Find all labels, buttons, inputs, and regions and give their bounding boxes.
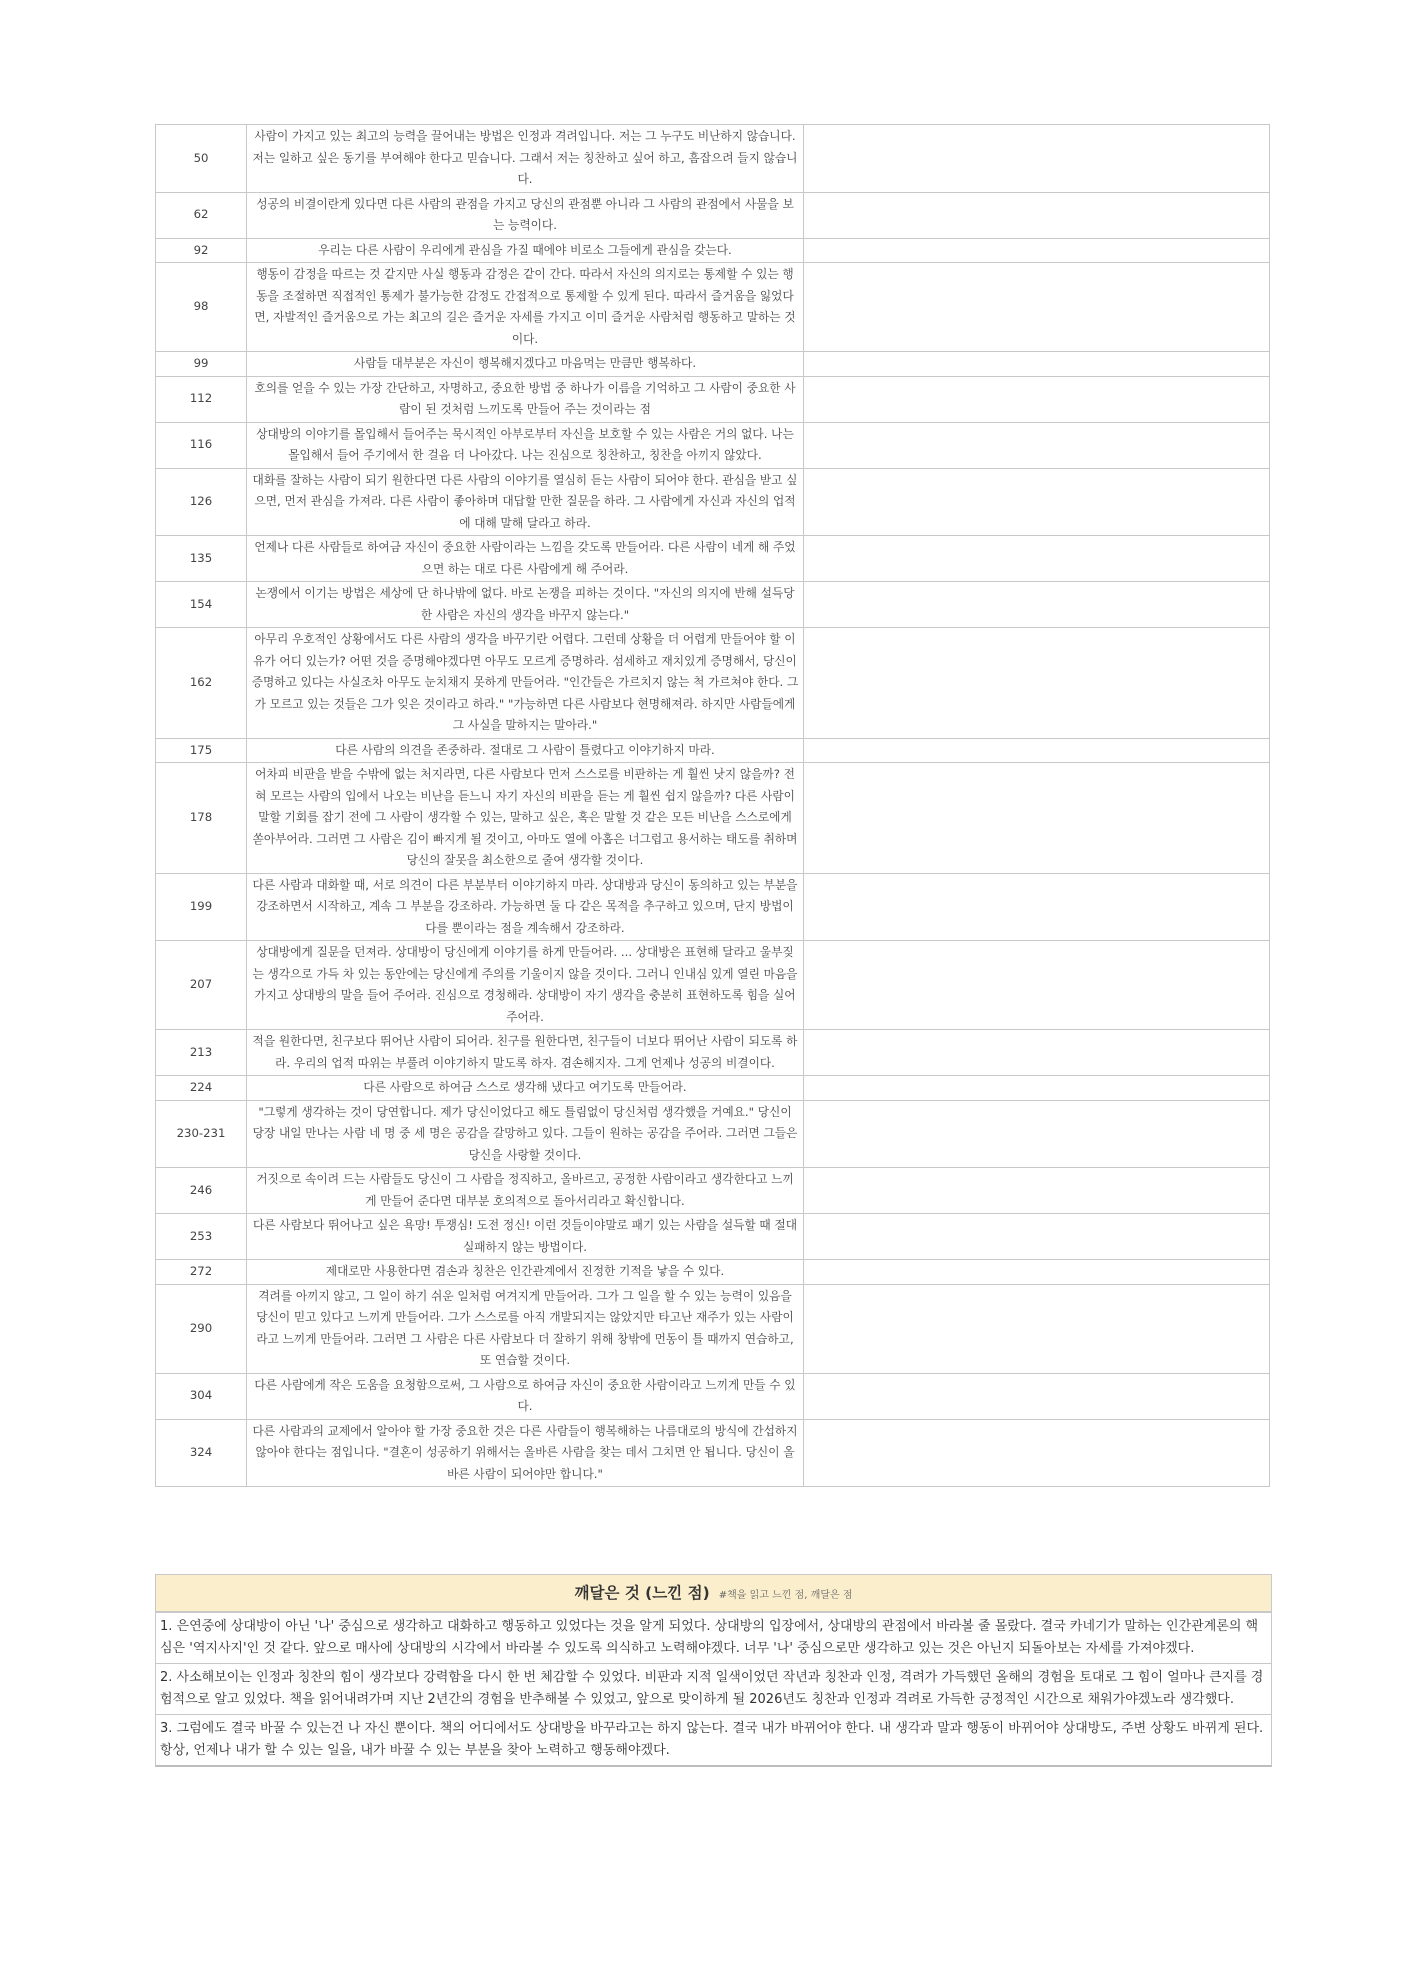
quote-row	[156, 738, 1270, 763]
quote-note-cell	[804, 536, 1270, 582]
quote-row	[156, 1030, 1270, 1076]
quote-row	[156, 1284, 1270, 1373]
page-number-cell: 112	[156, 376, 247, 422]
page-number-cell: 162	[156, 628, 247, 739]
quote-note-cell	[804, 192, 1270, 238]
page-number-cell: 199	[156, 873, 247, 941]
page-number-cell: 324	[156, 1419, 247, 1487]
quote-text-cell: 다른 사람과 대화할 때, 서로 의견이 다른 부분부터 이야기하지 마라. 상대방과 당신이 동의하고 있는 부분을 강조하면서 시작하고, 계속 그 부분을 강조하라. 가능하면 둘 다 같은 목적을 추구하고 있으며, 단지 방법이 다를 뿐이라는 점을 계속해서 강조하라.	[247, 873, 804, 941]
page-number-cell: 272	[156, 1260, 247, 1285]
page-number-cell: 207	[156, 941, 247, 1030]
insight-item: 2. 사소해보이는 인정과 칭찬의 힘이 생각보다 강력함을 다시 한 번 체감할 수 있었다. 비판과 지적 일색이었던 작년과 칭찬과 인정, 격려가 가득했던 올해의 경험을 토대로 그 힘이 얼마나 큰지를 경험적으로 알고 있었다. 책을 읽어내려가며 지난 2년간의 경험을 반추해볼 수 있었고, 앞으로 맞이하게 될 2026년도 칭찬과 인정과 격려로 가득한 긍정적인 시간으로 채워가야겠노라 생각했다.	[156, 1663, 1271, 1714]
insights-section	[155, 1574, 1272, 1767]
quote-note-cell	[804, 263, 1270, 352]
quotes-table-body	[156, 125, 1270, 1487]
page-number-cell: 50	[156, 125, 247, 193]
insight-item: 1. 은연중에 상대방이 아닌 '나' 중심으로 생각하고 대화하고 행동하고 있었다는 것을 알게 되었다. 상대방의 입장에서, 상대방의 관점에서 바라볼 줄 몰랐다. 결국 카네기가 말하는 인간관계론의 핵심은 '역지사지'인 것 같다. 앞으로 매사에 상대방의 시각에서 바라볼 수 있도록 의식하고 노력해야겠다. 너무 '나' 중심으로만 생각하고 있는 것은 아닌지 되돌아보는 자세를 가져야겠다.	[156, 1612, 1271, 1663]
quote-note-cell	[804, 1284, 1270, 1373]
page-number-cell: 253	[156, 1214, 247, 1260]
insights-header	[156, 1575, 1271, 1612]
quote-row	[156, 125, 1270, 193]
quote-text-cell: 대화를 잘하는 사람이 되기 원한다면 다른 사람의 이야기를 열심히 듣는 사람이 되어야 한다. 관심을 받고 싶으면, 먼저 관심을 가져라. 다른 사람이 좋아하며 대답할 만한 질문을 하라. 그 사람에게 자신과 자신의 업적에 대해 말해 달라고 하라.	[247, 468, 804, 536]
page-number-cell: 246	[156, 1168, 247, 1214]
page-number-cell: 92	[156, 238, 247, 263]
quote-note-cell	[804, 1214, 1270, 1260]
quote-note-cell	[804, 941, 1270, 1030]
page-number-cell: 178	[156, 763, 247, 874]
quote-row	[156, 1260, 1270, 1285]
quote-note-cell	[804, 582, 1270, 628]
quote-row	[156, 1373, 1270, 1419]
quote-row	[156, 941, 1270, 1030]
quote-row	[156, 763, 1270, 874]
quote-text-cell: 성공의 비결이란게 있다면 다른 사람의 관점을 가지고 당신의 관점뿐 아니라 그 사람의 관점에서 사물을 보는 능력이다.	[247, 192, 804, 238]
quote-text-cell: 우리는 다른 사람이 우리에게 관심을 가질 때에야 비로소 그들에게 관심을 갖는다.	[247, 238, 804, 263]
quote-row	[156, 628, 1270, 739]
quote-row	[156, 1100, 1270, 1168]
quote-text-cell: 호의를 얻을 수 있는 가장 간단하고, 자명하고, 중요한 방법 중 하나가 이름을 기억하고 그 사람이 중요한 사람이 된 것처럼 느끼도록 만들어 주는 것이라는 점	[247, 376, 804, 422]
quote-text-cell: 논쟁에서 이기는 방법은 세상에 단 하나밖에 없다. 바로 논쟁을 피하는 것이다. "자신의 의지에 반해 설득당한 사람은 자신의 생각을 바꾸지 않는다."	[247, 582, 804, 628]
page-number-cell: 304	[156, 1373, 247, 1419]
quote-row	[156, 376, 1270, 422]
quote-note-cell	[804, 1100, 1270, 1168]
quote-row	[156, 873, 1270, 941]
quote-note-cell	[804, 1076, 1270, 1101]
page-number-cell: 213	[156, 1030, 247, 1076]
quote-text-cell: 어차피 비판을 받을 수밖에 없는 처지라면, 다른 사람보다 먼저 스스로를 비판하는 게 훨씬 낫지 않을까? 전혀 모르는 사람의 입에서 나오는 비난을 듣느니 자기 자신의 비판을 듣는 게 훨씬 쉽지 않을까? 다른 사람이 말할 기회를 잡기 전에 그 사람이 생각할 수 있는, 말하고 싶은, 혹은 말할 것 같은 모든 비난을 스스로에게 쏟아부어라. 그러면 그 사람은 김이 빠지게 될 것이고, 아마도 열에 아홉은 너그럽고 용서하는 태도를 취하며 당신의 잘못을 최소한으로 줄여 생각할 것이다.	[247, 763, 804, 874]
quote-row	[156, 1076, 1270, 1101]
quote-text-cell: 거짓으로 속이려 드는 사람들도 당신이 그 사람을 정직하고, 올바르고, 공정한 사람이라고 생각한다고 느끼게 만들어 준다면 대부분 호의적으로 돌아서리라고 확신합니다.	[247, 1168, 804, 1214]
page-number-cell: 116	[156, 422, 247, 468]
quote-note-cell	[804, 738, 1270, 763]
quote-row	[156, 1168, 1270, 1214]
quote-note-cell	[804, 125, 1270, 193]
quote-row	[156, 1214, 1270, 1260]
quote-row	[156, 352, 1270, 377]
page-number-cell: 99	[156, 352, 247, 377]
quote-row	[156, 536, 1270, 582]
quote-text-cell: 사람들 대부분은 자신이 행복해지겠다고 마음먹는 만큼만 행복하다.	[247, 352, 804, 377]
quote-text-cell: 격려를 아끼지 않고, 그 일이 하기 쉬운 일처럼 여겨지게 만들어라. 그가 그 일을 할 수 있는 능력이 있음을 당신이 믿고 있다고 느끼게 만들어라. 그가 스스로를 아직 개발되지는 않았지만 타고난 재주가 있는 사람이라고 느끼게 만들어라. 그러면 그 사람은 다른 사람보다 더 잘하기 위해 창밖에 먼동이 틀 때까지 연습하고, 또 연습할 것이다.	[247, 1284, 804, 1373]
quote-text-cell: 다른 사람에게 작은 도움을 요청함으로써, 그 사람으로 하여금 자신이 중요한 사람이라고 느끼게 만들 수 있다.	[247, 1373, 804, 1419]
quote-note-cell	[804, 1030, 1270, 1076]
insights-title: 깨달은 것 (느낀 점)	[574, 1584, 710, 1602]
quote-row	[156, 192, 1270, 238]
quote-note-cell	[804, 376, 1270, 422]
quote-note-cell	[804, 1419, 1270, 1487]
quote-row	[156, 582, 1270, 628]
quote-text-cell: 적을 원한다면, 친구보다 뛰어난 사람이 되어라. 친구를 원한다면, 친구들이 너보다 뛰어난 사람이 되도록 하라. 우리의 업적 따위는 부풀려 이야기하지 말도록 하자. 겸손해지자. 그게 언제나 성공의 비결이다.	[247, 1030, 804, 1076]
quote-note-cell	[804, 1260, 1270, 1285]
page-number-cell: 62	[156, 192, 247, 238]
quote-row	[156, 263, 1270, 352]
quote-row	[156, 1419, 1270, 1487]
quote-text-cell: 제대로만 사용한다면 겸손과 칭찬은 인간관계에서 진정한 기적을 낳을 수 있다.	[247, 1260, 804, 1285]
quote-note-cell	[804, 873, 1270, 941]
quote-text-cell: 상대방의 이야기를 몰입해서 들어주는 묵시적인 아부로부터 자신을 보호할 수 있는 사람은 거의 없다. 나는 몰입해서 들어 주기에서 한 걸음 더 나아갔다. 나는 진심으로 칭찬하고, 칭찬을 아끼지 않았다.	[247, 422, 804, 468]
quote-note-cell	[804, 1373, 1270, 1419]
quote-text-cell: 다른 사람보다 뛰어나고 싶은 욕망! 투쟁심! 도전 정신! 이런 것들이야말로 패기 있는 사람을 설득할 때 절대 실패하지 않는 방법이다.	[247, 1214, 804, 1260]
quote-text-cell: 사람이 가지고 있는 최고의 능력을 끌어내는 방법은 인정과 격려입니다. 저는 그 누구도 비난하지 않습니다. 저는 일하고 싶은 동기를 부여해야 한다고 믿습니다. 그래서 저는 칭찬하고 싶어 하고, 흠잡으려 들지 않습니다.	[247, 125, 804, 193]
quote-text-cell: 언제나 다른 사람들로 하여금 자신이 중요한 사람이라는 느낌을 갖도록 만들어라. 다른 사람이 네게 해 주었으면 하는 대로 다른 사람에게 해 주어라.	[247, 536, 804, 582]
page-number-cell: 135	[156, 536, 247, 582]
quote-text-cell: "그렇게 생각하는 것이 당연합니다. 제가 당신이었다고 해도 틀림없이 당신처럼 생각했을 거예요." 당신이 당장 내일 만나는 사람 네 명 중 세 명은 공감을 갈망하고 있다. 그들이 원하는 공감을 주어라. 그러면 그들은 당신을 사랑할 것이다.	[247, 1100, 804, 1168]
insight-item: 3. 그럼에도 결국 바꿀 수 있는건 나 자신 뿐이다. 책의 어디에서도 상대방을 바꾸라고는 하지 않는다. 결국 내가 바뀌어야 한다. 내 생각과 말과 행동이 바뀌어야 상대방도, 주변 상황도 바뀌게 된다. 항상, 언제나 내가 할 수 있는 일을, 내가 바꿀 수 있는 부분을 찾아 노력하고 행동해야겠다.	[156, 1714, 1271, 1765]
page-number-cell: 154	[156, 582, 247, 628]
page-number-cell: 290	[156, 1284, 247, 1373]
page-number-cell: 126	[156, 468, 247, 536]
quote-text-cell: 다른 사람과의 교제에서 알아야 할 가장 중요한 것은 다른 사람들이 행복해하는 나름대로의 방식에 간섭하지 않아야 한다는 점입니다. "결혼이 성공하기 위해서는 올바른 사람을 찾는 데서 그치면 안 됩니다. 당신이 올바른 사람이 되어야만 합니다."	[247, 1419, 804, 1487]
quote-note-cell	[804, 238, 1270, 263]
quote-text-cell: 아무리 우호적인 상황에서도 다른 사람의 생각을 바꾸기란 어렵다. 그런데 상황을 더 어렵게 만들어야 할 이유가 어디 있는가? 어떤 것을 증명해야겠다면 아무도 모르게 증명하라. 섬세하고 재치있게 증명해서, 당신이 증명하고 있다는 사실조차 아무도 눈치채지 못하게 만들어라. "인간들은 가르치지 않는 척 가르쳐야 한다. 그가 모르고 있는 것들은 그가 잊은 것이라고 하라." "가능하면 다른 사람보다 현명해져라. 하지만 사람들에게 그 사실을 말하지는 말아라."	[247, 628, 804, 739]
quote-row	[156, 422, 1270, 468]
quote-note-cell	[804, 628, 1270, 739]
quote-row	[156, 468, 1270, 536]
quote-text-cell: 다른 사람의 의견을 존중하라. 절대로 그 사람이 틀렸다고 이야기하지 마라.	[247, 738, 804, 763]
quote-note-cell	[804, 422, 1270, 468]
quote-text-cell: 다른 사람으로 하여금 스스로 생각해 냈다고 여기도록 만들어라.	[247, 1076, 804, 1101]
page-number-cell: 224	[156, 1076, 247, 1101]
page-number-cell: 230-231	[156, 1100, 247, 1168]
quote-text-cell: 상대방에게 질문을 던져라. 상대방이 당신에게 이야기를 하게 만들어라. ... 상대방은 표현해 달라고 울부짖는 생각으로 가득 차 있는 동안에는 당신에게 주의를 기울이지 않을 것이다. 그러니 인내심 있게 열린 마음을 가지고 상대방의 말을 들어 주어라. 진심으로 경청해라. 상대방이 자기 생각을 충분히 표현하도록 힘을 실어 주어라.	[247, 941, 804, 1030]
quote-row	[156, 238, 1270, 263]
page-number-cell: 175	[156, 738, 247, 763]
quote-note-cell	[804, 352, 1270, 377]
quote-note-cell	[804, 468, 1270, 536]
quote-text-cell: 행동이 감정을 따르는 것 같지만 사실 행동과 감정은 같이 간다. 따라서 자신의 의지로는 통제할 수 있는 행동을 조절하면 직접적인 통제가 불가능한 감정도 간접적으로 통제할 수 있게 된다. 따라서 즐거움을 잃었다면, 자발적인 즐거움으로 가는 최고의 길은 즐거운 자세를 가지고 이미 즐거운 사람처럼 행동하고 말하는 것이다.	[247, 263, 804, 352]
quotes-table	[155, 124, 1270, 1487]
page-number-cell: 98	[156, 263, 247, 352]
insights-subtitle: #책을 읽고 느낀 점, 깨달은 점	[718, 1590, 853, 1601]
quote-note-cell	[804, 1168, 1270, 1214]
quote-note-cell	[804, 763, 1270, 874]
